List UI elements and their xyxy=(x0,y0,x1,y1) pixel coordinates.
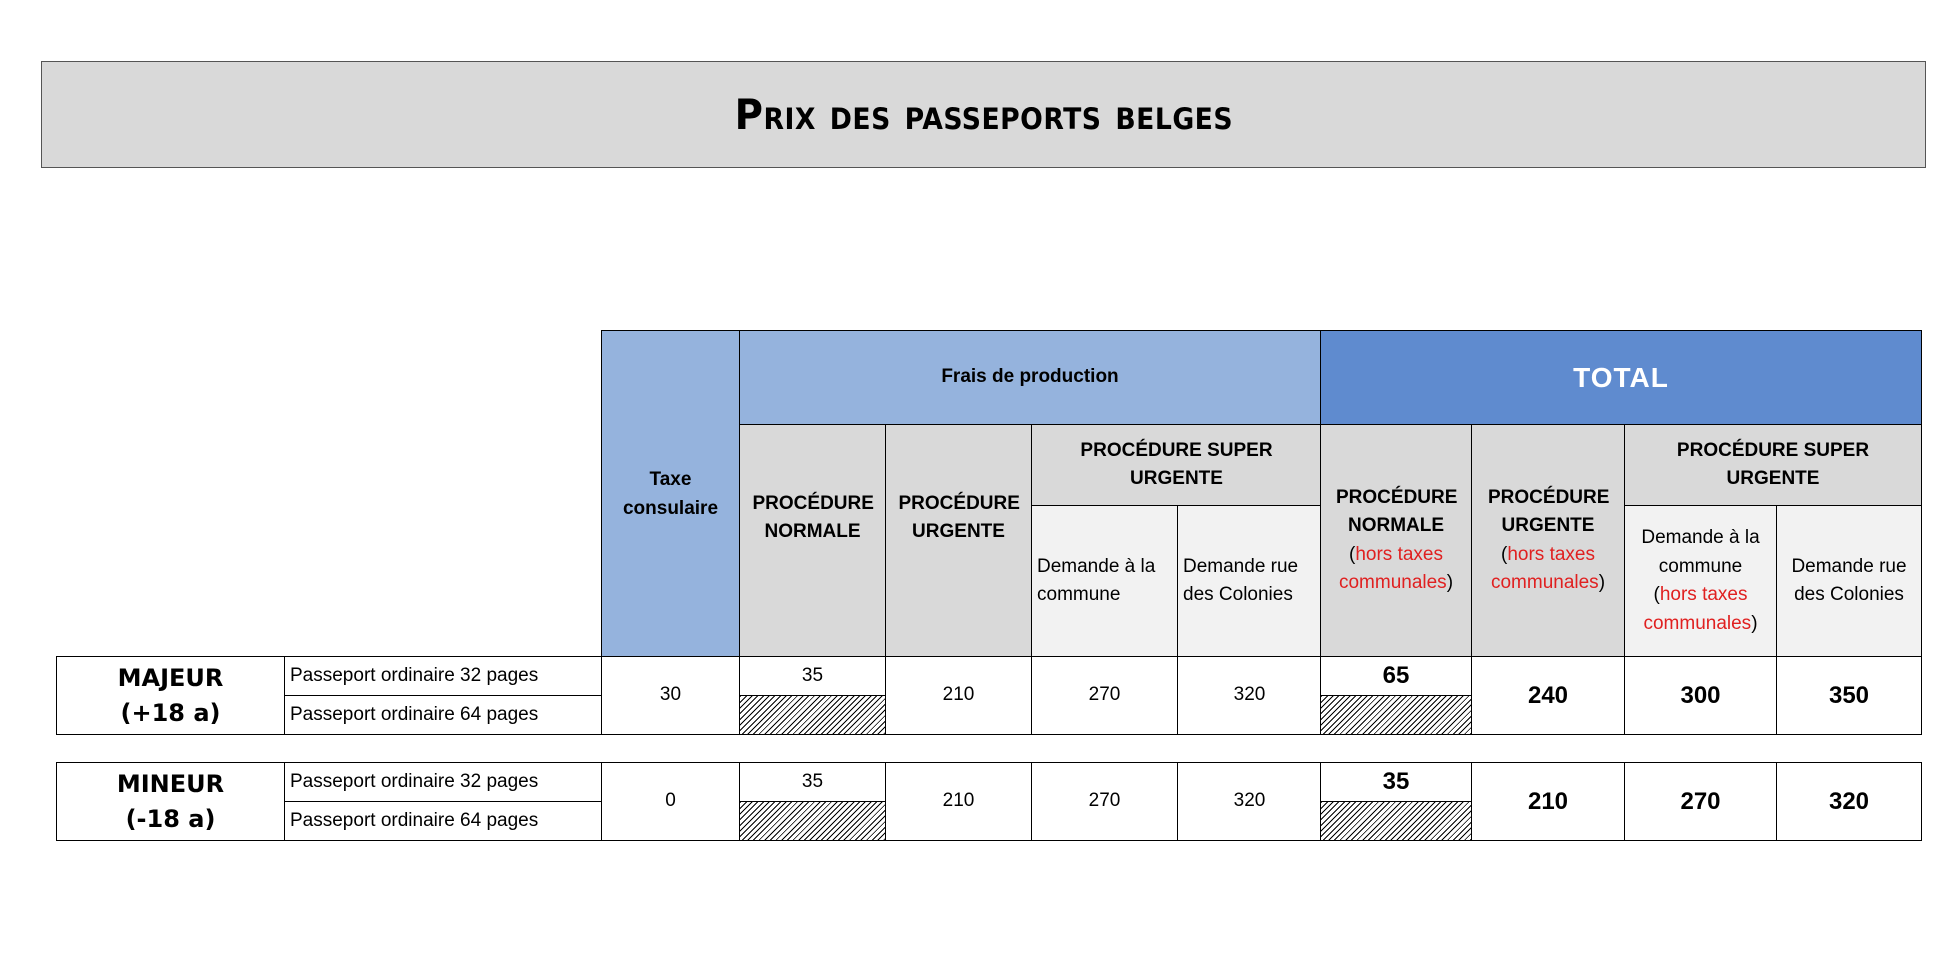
row-majeur-passport-32 xyxy=(284,656,602,696)
row-majeur-total-urgente xyxy=(1471,656,1625,735)
row-mineur-prod-su-colonies xyxy=(1177,762,1322,841)
paren-open: ( xyxy=(1501,543,1508,565)
header-prod-urgente-label: PROCÉDURE URGENTE xyxy=(898,492,1020,542)
header-taxe-consulaire xyxy=(601,330,740,657)
value-cell: 270 xyxy=(1680,787,1721,815)
row-majeur-prod-urgente xyxy=(885,656,1032,735)
row-majeur-passport-64 xyxy=(284,695,602,735)
header-total-urgente xyxy=(1471,424,1625,657)
passport-label: Passeport ordinaire 64 pages xyxy=(290,703,539,725)
passport-label: Passeport ordinaire 64 pages xyxy=(290,809,539,831)
header-total-demande-commune-note xyxy=(1636,581,1766,638)
value-cell: 300 xyxy=(1680,681,1721,709)
header-frais-production-label: Frais de production xyxy=(941,366,1119,388)
row-mineur-prod-normale-64-na xyxy=(739,801,886,841)
age-label: (-18 a) xyxy=(125,804,216,833)
header-prod-demande-commune-label: Demande à la commune xyxy=(1037,555,1156,605)
row-mineur-taxe xyxy=(601,762,740,841)
value-cell: 210 xyxy=(942,790,975,812)
row-majeur-total-su-colonies xyxy=(1776,656,1922,735)
row-mineur-prod-urgente xyxy=(885,762,1032,841)
paren-close: ) xyxy=(1598,572,1606,593)
paren-open: ( xyxy=(1349,543,1356,565)
header-prod-super-urgente xyxy=(1031,424,1322,506)
category-label: MAJEUR xyxy=(117,663,224,692)
value-cell: 210 xyxy=(942,684,975,706)
row-majeur-prod-su-commune xyxy=(1031,656,1178,735)
value-cell: 35 xyxy=(801,664,824,686)
header-total-demande-commune-label: Demande à la commune xyxy=(1641,527,1760,577)
row-mineur-total-normale-32 xyxy=(1320,762,1472,802)
value-cell: 0 xyxy=(665,790,676,812)
header-prod-demande-commune xyxy=(1031,505,1178,657)
header-prod-demande-colonies xyxy=(1177,505,1322,657)
value-cell: 320 xyxy=(1233,790,1266,812)
row-mineur-passport-64 xyxy=(284,801,602,841)
header-prod-urgente xyxy=(885,424,1032,657)
header-total-normale xyxy=(1320,424,1472,657)
row-mineur-total-su-colonies xyxy=(1776,762,1922,841)
page-title: Prix des passeports belges xyxy=(734,90,1233,139)
hors-taxes-note: hors taxes communales xyxy=(1643,584,1752,634)
row-majeur-prod-su-colonies xyxy=(1177,656,1322,735)
row-majeur-total-normale-64-na xyxy=(1320,695,1472,735)
header-total-super-urgente xyxy=(1624,424,1922,506)
header-total-urgente-label: PROCÉDURE URGENTE xyxy=(1488,486,1610,536)
hors-taxes-note: hors taxes communales xyxy=(1490,543,1599,593)
row-majeur-prod-normale-64-na xyxy=(739,695,886,735)
passport-label: Passeport ordinaire 32 pages xyxy=(290,770,539,792)
header-prod-normale-label: PROCÉDURE NORMALE xyxy=(752,492,874,542)
row-category-majeur xyxy=(56,656,285,735)
value-cell: 270 xyxy=(1088,790,1121,812)
row-majeur-prod-normale-32 xyxy=(739,656,886,696)
header-total xyxy=(1320,330,1922,425)
header-total-demande-commune xyxy=(1624,505,1777,657)
header-total-demande-colonies-label: Demande rue des Colonies xyxy=(1791,555,1907,605)
row-mineur-total-su-commune xyxy=(1624,762,1777,841)
header-total-normale-label: PROCÉDURE NORMALE xyxy=(1336,486,1458,536)
paren-close: ) xyxy=(1446,572,1454,593)
hors-taxes-note: hors taxes communales xyxy=(1338,543,1447,593)
header-total-normale-note xyxy=(1331,541,1461,598)
header-prod-super-urgente-label: PROCÉDURE SUPER URGENTE xyxy=(1080,439,1273,489)
paren-close: ) xyxy=(1751,612,1758,634)
value-cell: 30 xyxy=(659,684,682,706)
header-total-demande-colonies xyxy=(1776,505,1922,657)
value-cell: 320 xyxy=(1828,787,1870,815)
value-cell: 320 xyxy=(1233,684,1266,706)
header-total-super-urgente-label: PROCÉDURE SUPER URGENTE xyxy=(1676,439,1870,489)
value-cell: 350 xyxy=(1828,681,1870,709)
paren-open: ( xyxy=(1653,584,1660,605)
header-total-urgente-note xyxy=(1483,541,1613,598)
age-label: (+18 a) xyxy=(120,698,221,727)
category-label: MINEUR xyxy=(116,769,225,798)
value-cell: 210 xyxy=(1527,787,1569,815)
row-category-mineur xyxy=(56,762,285,841)
row-majeur-taxe xyxy=(601,656,740,735)
passport-label: Passeport ordinaire 32 pages xyxy=(290,664,539,686)
value-cell: 270 xyxy=(1088,684,1121,706)
header-taxe-consulaire-label: Taxe consulaire xyxy=(622,469,719,519)
value-cell: 35 xyxy=(801,770,824,792)
row-mineur-total-normale-64-na xyxy=(1320,801,1472,841)
header-prod-demande-colonies-label: Demande rue des Colonies xyxy=(1183,555,1299,605)
value-cell: 35 xyxy=(1382,768,1410,795)
header-prod-normale xyxy=(739,424,886,657)
row-mineur-total-urgente xyxy=(1471,762,1625,841)
row-mineur-prod-su-commune xyxy=(1031,762,1178,841)
row-majeur-total-su-commune xyxy=(1624,656,1777,735)
value-cell: 240 xyxy=(1527,681,1569,709)
row-mineur-prod-normale-32 xyxy=(739,762,886,802)
row-majeur-total-normale-32 xyxy=(1320,656,1472,696)
header-frais-production xyxy=(739,330,1321,425)
row-mineur-passport-32 xyxy=(284,762,602,802)
header-total-label: TOTAL xyxy=(1573,361,1669,393)
value-cell: 65 xyxy=(1382,662,1410,689)
